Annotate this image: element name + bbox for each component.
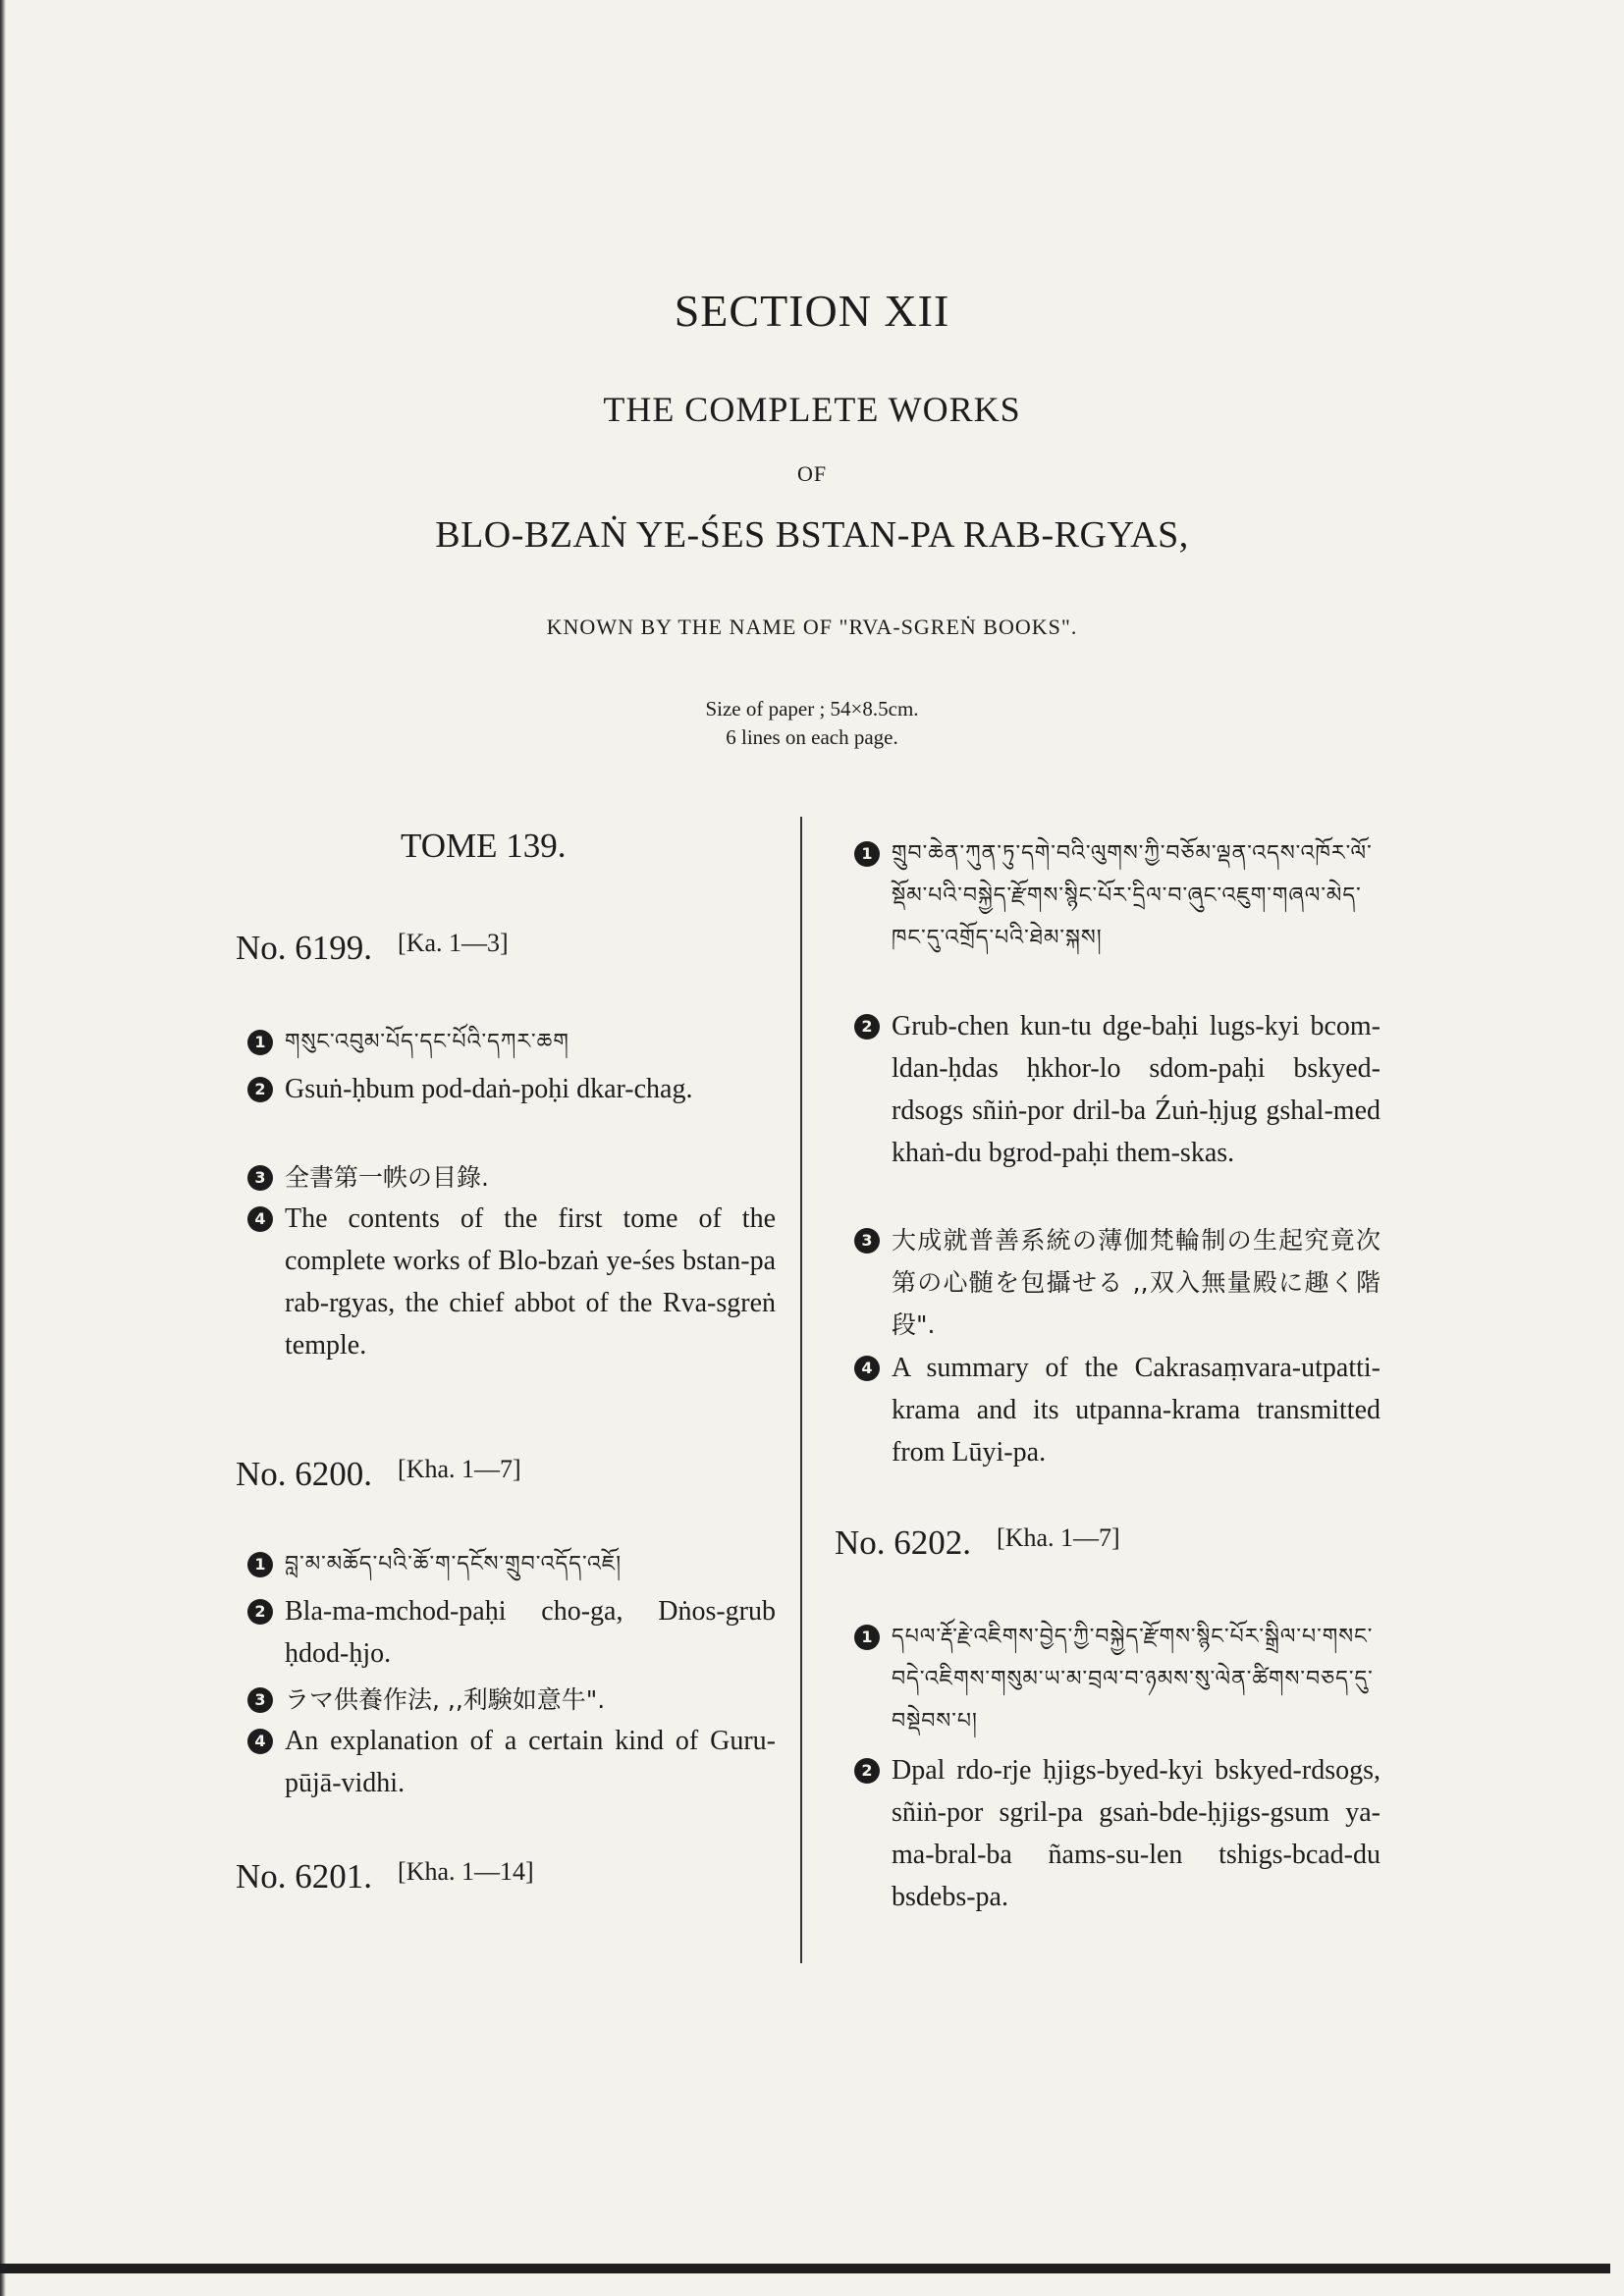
paper-info: [0, 695, 1624, 752]
entry-ref: [Ka. 1—3]: [398, 929, 509, 957]
transliteration: Gsuṅ-ḥbum pod-daṅ-poḥi dkar-chag.: [285, 1074, 693, 1104]
column-divider: [800, 817, 802, 1963]
entry-6201-english: [854, 1347, 1380, 1473]
marker-4: 4: [854, 1356, 880, 1381]
marker-1: 1: [854, 841, 880, 867]
marker-1: 1: [854, 1625, 880, 1650]
entry-6199-tibetan: [247, 1021, 776, 1063]
entry-6201-tibetan: [854, 832, 1380, 959]
tibetan-title: གསུང་འབུམ་པོད་དང་པོའི་དཀར་ཆག: [285, 1030, 569, 1054]
marker-3: 3: [247, 1687, 273, 1713]
entry-6199-japanese: [247, 1156, 776, 1199]
title-of: OF: [796, 461, 828, 486]
entry-6200-japanese: [247, 1679, 776, 1721]
marker-2: 2: [854, 1014, 880, 1040]
entry-ref: [Kha. 1—7]: [398, 1455, 521, 1483]
entry-number: No. 6200.: [236, 1455, 373, 1493]
transliteration: Grub-chen kun-tu dge-baḥi lugs-kyi bcom-ldan-ḥdas ḥkhor-lo sdom-paḥi bskyed-rdsogs sñiṅ-por dril-ba Źuṅ-ḥjug gshal-med khaṅ-du bgrod-paḥi them-skas.: [892, 1011, 1380, 1168]
entry-6200-english: [247, 1720, 776, 1804]
entry-6201-transliteration: [854, 1005, 1380, 1174]
works-title: THE COMPLETE WORKS: [603, 390, 1021, 429]
marker-1: 1: [247, 1552, 273, 1577]
tome-heading: TOME 139.: [401, 827, 567, 865]
entry-6200-heading: [236, 1455, 521, 1494]
author-name: BLO-BZAṄ YE-ŚES BSTAN-PA RAB-RGYAS,: [435, 514, 1189, 556]
marker-4: 4: [247, 1729, 273, 1754]
marker-2: 2: [247, 1077, 273, 1102]
entry-6199-transliteration: [247, 1068, 776, 1110]
marker-4: 4: [247, 1206, 273, 1232]
entry-6202-tibetan: [854, 1616, 1380, 1742]
entry-ref: [Kha. 1—7]: [997, 1523, 1120, 1552]
known-as-line: KNOWN BY THE NAME OF "RVA-SGREṄ BOOKS".: [546, 614, 1078, 639]
entry-number: No. 6199.: [236, 929, 373, 967]
tibetan-title: གྲུབ་ཆེན་ཀུན་ཏུ་དགེ་བའི་ལུགས་ཀྱི་བཅོམ་ལྡན་འདས་འཁོར་ལོ་སྡོམ་པའི་བསྐྱེད་རྫོགས་སྙིང་པོར་དྲིལ་བ་ཞུང་འཇུག་གཞལ་མེད་ཁང་དུ་འགྲོད་པའི་ཐེམ་སྐས།: [892, 841, 1373, 950]
japanese-title: 大成就普善系統の薄伽梵輪制の生起究竟次第の心髄を包攝せる ,,双入無量殿に趣く階段".: [892, 1226, 1380, 1339]
paper-size: Size of paper ; 54×8.5cm.: [705, 697, 919, 721]
entry-6200-transliteration: [247, 1590, 776, 1675]
transliteration: Dpal rdo-rje ḥjigs-byed-kyi bskyed-rdsogs, sñiṅ-por sgril-pa gsaṅ-bde-ḥjigs-gsum ya-ma-bral-ba ñams-su-len tshigs-bcad-du bsdebs-pa.: [892, 1755, 1380, 1912]
entry-6202-heading: [835, 1523, 1120, 1563]
english-description: The contents of the first tome of the complete works of Blo-bzaṅ ye-śes bstan-pa rab-rgyas, the chief abbot of the Rva-sgreṅ temple.: [285, 1203, 776, 1361]
tibetan-title: བླ་མ་མཆོད་པའི་ཆོ་ག་དངོས་གྲུབ་འདོད་འཇོ།: [285, 1552, 623, 1576]
transliteration: Bla-ma-mchod-paḥi cho-ga, Dṅos-grub ḥdod-ḥjo.: [285, 1596, 776, 1669]
entry-number: No. 6202.: [835, 1523, 972, 1562]
marker-1: 1: [247, 1030, 273, 1055]
tibetan-title: དཔལ་རྡོ་རྗེ་འཇིགས་བྱེད་ཀྱི་བསྐྱེད་རྫོགས་སྙིང་པོར་སྒྲིལ་པ་གསང་བདེ་འཇིགས་གསུམ་ཡ་མ་བྲལ་བ་ཉམས་སུ་ལེན་ཚིགས་བཅད་དུ་བསྡེབས་པ།: [892, 1625, 1374, 1734]
scan-bottom-edge: [0, 2264, 1610, 2273]
entry-6199-english: [247, 1198, 776, 1366]
entry-ref: [Kha. 1—14]: [398, 1857, 534, 1886]
japanese-title: 全書第一帙の目錄.: [285, 1163, 489, 1192]
entry-6200-tibetan: [247, 1543, 776, 1585]
english-description: A summary of the Cakrasaṃvara-utpatti-krama and its utpanna-krama transmitted from Lūyi-pa.: [892, 1353, 1380, 1468]
marker-3: 3: [854, 1228, 880, 1254]
japanese-title: ラマ供養作法, ,,利験如意牛".: [285, 1685, 606, 1714]
marker-2: 2: [247, 1599, 273, 1625]
lines-per-page: 6 lines on each page.: [726, 725, 898, 749]
marker-3: 3: [247, 1165, 273, 1191]
entry-6201-japanese: [854, 1219, 1380, 1346]
entry-6202-transliteration: [854, 1749, 1380, 1918]
entry-6199-heading: [236, 929, 509, 968]
entry-number: No. 6201.: [236, 1857, 373, 1896]
entry-6201-heading: [236, 1857, 534, 1896]
section-heading: SECTION XII: [674, 286, 950, 336]
english-description: An explanation of a certain kind of Guru-pūjā-vidhi.: [285, 1726, 776, 1798]
scan-left-edge: [0, 0, 6, 2296]
marker-2: 2: [854, 1758, 880, 1784]
